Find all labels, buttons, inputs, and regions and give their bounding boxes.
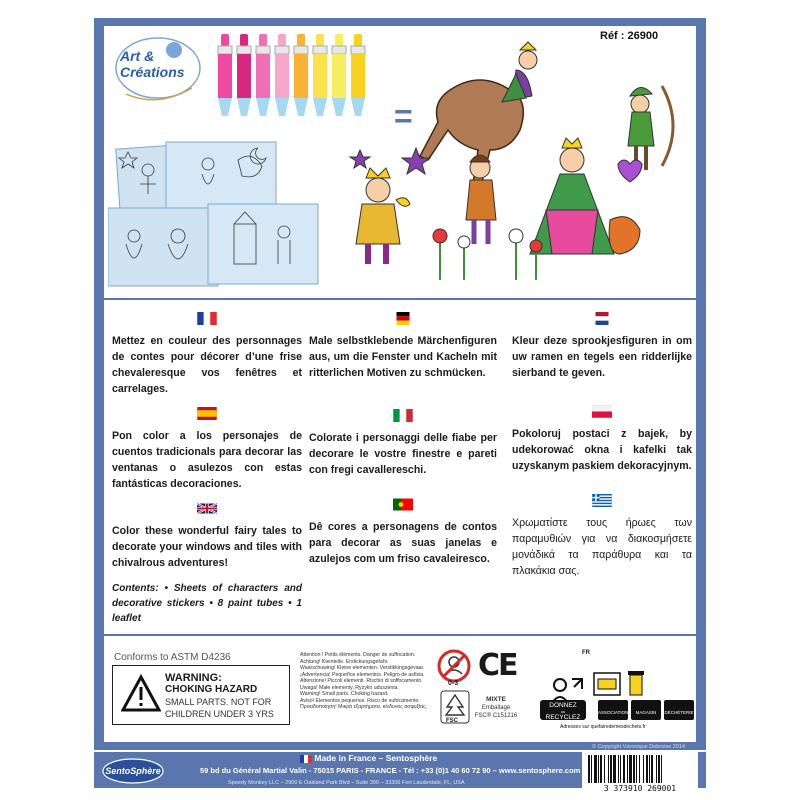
barcode-bar bbox=[651, 755, 653, 783]
france-flag-icon bbox=[300, 755, 312, 763]
barcode-bar bbox=[639, 755, 640, 783]
greece-flag-icon bbox=[592, 494, 612, 507]
barcode-bar bbox=[633, 755, 635, 783]
description-column-1 bbox=[112, 310, 302, 626]
barcode-bar bbox=[604, 755, 605, 783]
donnez-or: ou bbox=[560, 709, 566, 714]
warning-line: Attention ! Petits éléments. Danger de suffocation. bbox=[300, 652, 416, 658]
copyright: © Copyright Véronique Debroise 2014 bbox=[592, 744, 686, 750]
fsc-emballage: Emballage bbox=[481, 705, 511, 711]
paint-tube bbox=[275, 34, 289, 116]
barcode-bar bbox=[636, 755, 637, 783]
description-es: Pon color a los personajes de cuentos tradicionals para decorar las ventanas o asulezos con estas fantásticas decoraciones. bbox=[112, 430, 302, 490]
barcode-bar bbox=[591, 755, 592, 783]
barcode-bar bbox=[613, 755, 616, 783]
made-in-text: Made in France – Sentosphère bbox=[314, 753, 438, 763]
multilingual-warnings bbox=[300, 652, 430, 711]
description-it: Colorate i personaggi delle fiabe per decorare le vostre finestre e pareti con fregi cavallereschi. bbox=[309, 432, 497, 476]
description-pt: Dê cores a personagens de contos para decorar as suas janelas e azulejos com um friso cavaleiresco. bbox=[309, 521, 497, 565]
donnez-label: DONNEZ bbox=[549, 702, 577, 709]
barcode-bar bbox=[623, 755, 625, 783]
spain-flag-icon bbox=[197, 407, 217, 420]
logo-text bbox=[120, 48, 190, 80]
barcode-bar bbox=[649, 755, 650, 783]
warning-body bbox=[165, 696, 274, 720]
description-fr: Mettez en couleur des personnages de contes pour décorer d’une frise chevaleresque vos fenêtres et carrelages. bbox=[112, 335, 302, 395]
made-in-france bbox=[300, 753, 437, 763]
paint-tube bbox=[294, 34, 308, 116]
warning-line: Προειδοποίηση! Μικρά εξαρτήματα. κίνδυνος ασφυξίας. bbox=[300, 704, 428, 710]
barcode-bar bbox=[598, 755, 599, 783]
warning-line: Waarschuwing! Kleine elementen. Verstikkingsgevaar. bbox=[300, 665, 425, 671]
choking-warning-box bbox=[112, 665, 290, 725]
barcode-bar bbox=[627, 755, 628, 783]
fsc-label: FSC bbox=[446, 718, 458, 724]
paint-tube bbox=[313, 34, 327, 116]
fr-tag: FR bbox=[582, 650, 590, 656]
poland-flag-icon bbox=[592, 405, 612, 418]
decheterie-badge: DÉCHÈTERIE bbox=[664, 700, 694, 720]
ce-mark-icon: CE bbox=[478, 648, 517, 683]
warning-subtitle: CHOKING HAZARD bbox=[165, 684, 258, 695]
warning-text bbox=[165, 672, 274, 720]
barcode-bar bbox=[600, 755, 602, 783]
barcode-bar bbox=[658, 755, 660, 783]
barcode-number: 3 373910 269001 bbox=[603, 784, 677, 793]
company-address: 59 bd du Général Martial Valin - 75015 PARIS - FRANCE - Tél : +33 (0)1 40 60 72 90 – www.sentosphere.com bbox=[200, 766, 581, 775]
fairy-tale-figures-illustration bbox=[340, 40, 690, 285]
contents-list: Contents: • Sheets of characters and decorative stickers • 8 paint tubes • 1 leaflet bbox=[112, 583, 302, 624]
italy-flag-icon bbox=[393, 409, 413, 422]
barcode-bar bbox=[608, 755, 609, 783]
sentosphere-logo-text: SentoSphère bbox=[105, 766, 161, 776]
paint-tube bbox=[256, 34, 270, 116]
paint-tube bbox=[237, 34, 251, 116]
warning-line: ¡Advertencia! Pequeños elementos. Peligro de asfixia. bbox=[300, 671, 425, 678]
barcode-bar bbox=[594, 755, 597, 783]
description-en: Color these wonderful fairy tales to decorate your windows and tiles with chivalrous adventures! bbox=[112, 525, 302, 569]
fsc-mix: MIXTE bbox=[486, 696, 506, 703]
description-el: Χρωματίστε τους ήρωες των παραμυθιών για να διακοσμήσετε μονάδικά τα παράθυρα και τα πλακάκια σας. bbox=[512, 517, 692, 577]
astm-notice: Conforms to ASTM D4236 bbox=[114, 652, 231, 663]
recyclez-label: RECYCLEZ bbox=[545, 714, 581, 721]
logo-line1: Art & bbox=[120, 48, 155, 64]
sticker-sheets-illustration bbox=[108, 140, 328, 290]
sentosphere-logo bbox=[102, 758, 164, 784]
warning-line: Attenzione! Piccoli elementi. Rischio di soffocamento. bbox=[300, 678, 423, 684]
association-badge: ASSOCIATION bbox=[598, 700, 628, 720]
description-de: Male selbstklebende Märchenfiguren aus, um die Fenster und Kacheln mit ritterlichen Motiven zu schmücken. bbox=[309, 335, 497, 379]
description-column-2 bbox=[309, 310, 497, 577]
magasin-badge: MAGASIN bbox=[631, 700, 661, 720]
fsc-code: FSC® C151216 bbox=[474, 713, 518, 719]
warning-triangle-icon bbox=[121, 674, 161, 714]
warning-body-line-2: CHILDREN UNDER 3 YRS bbox=[165, 709, 274, 719]
portugal-flag-icon bbox=[393, 498, 413, 511]
uk-flag-icon bbox=[197, 502, 217, 515]
germany-flag-icon bbox=[393, 312, 413, 325]
warning-title: WARNING: bbox=[165, 672, 222, 684]
warning-line: Warning! Small parts. Choking hazard. bbox=[300, 691, 389, 697]
barcode-bar bbox=[620, 755, 621, 783]
barcode-bar bbox=[656, 755, 657, 783]
product-reference: Réf : 26900 bbox=[600, 30, 659, 42]
france-flag-icon bbox=[197, 312, 217, 325]
barcode-bar bbox=[610, 755, 612, 783]
barcode-bar bbox=[618, 755, 619, 783]
donnez-recyclez-badge bbox=[540, 700, 586, 720]
barcode-bar bbox=[643, 755, 644, 783]
warning-body-line-1: SMALL PARTS. NOT FOR bbox=[165, 697, 272, 707]
not-for-under-3-icon bbox=[436, 648, 472, 684]
equals-sign: = bbox=[394, 98, 413, 134]
barcode-bar bbox=[661, 755, 662, 783]
paint-tube bbox=[218, 34, 232, 116]
us-distributor-address: Speedy Monkey LLC – 2900 E Oakland Park Blvd – Suite 300 – 33306 Fort Lauderdale, FL, USA bbox=[228, 780, 465, 786]
description-column-3 bbox=[512, 310, 692, 589]
barcode-bar bbox=[629, 755, 632, 783]
recycle-url: Adresses sur quefairedemesdechets.fr bbox=[560, 724, 646, 730]
barcode-bar bbox=[588, 755, 590, 783]
warning-line: Aviso! Elementos pequenos. Risco de sufocamento. bbox=[300, 697, 420, 704]
netherlands-flag-icon bbox=[592, 312, 612, 325]
description-nl: Kleur deze sprookjesfiguren in om uw ramen en tegels een ridderlijke sierband te geven. bbox=[512, 335, 692, 379]
barcode-bar bbox=[646, 755, 648, 783]
age-label: 0-3 bbox=[448, 680, 459, 687]
logo-line2: Créations bbox=[120, 64, 185, 80]
warning-line: Uwaga! Małe elementy. Ryzyko uduszenia. bbox=[300, 684, 399, 691]
fsc-info bbox=[470, 692, 522, 722]
description-pl: Pokoloruj postaci z bajek, by udekorować okna i kafelki tak uzyskanym paskiem dekoracyjnym. bbox=[512, 428, 692, 472]
warning-line: Achtung! Kleinteile. Erstickungsgefahr. bbox=[300, 658, 389, 665]
